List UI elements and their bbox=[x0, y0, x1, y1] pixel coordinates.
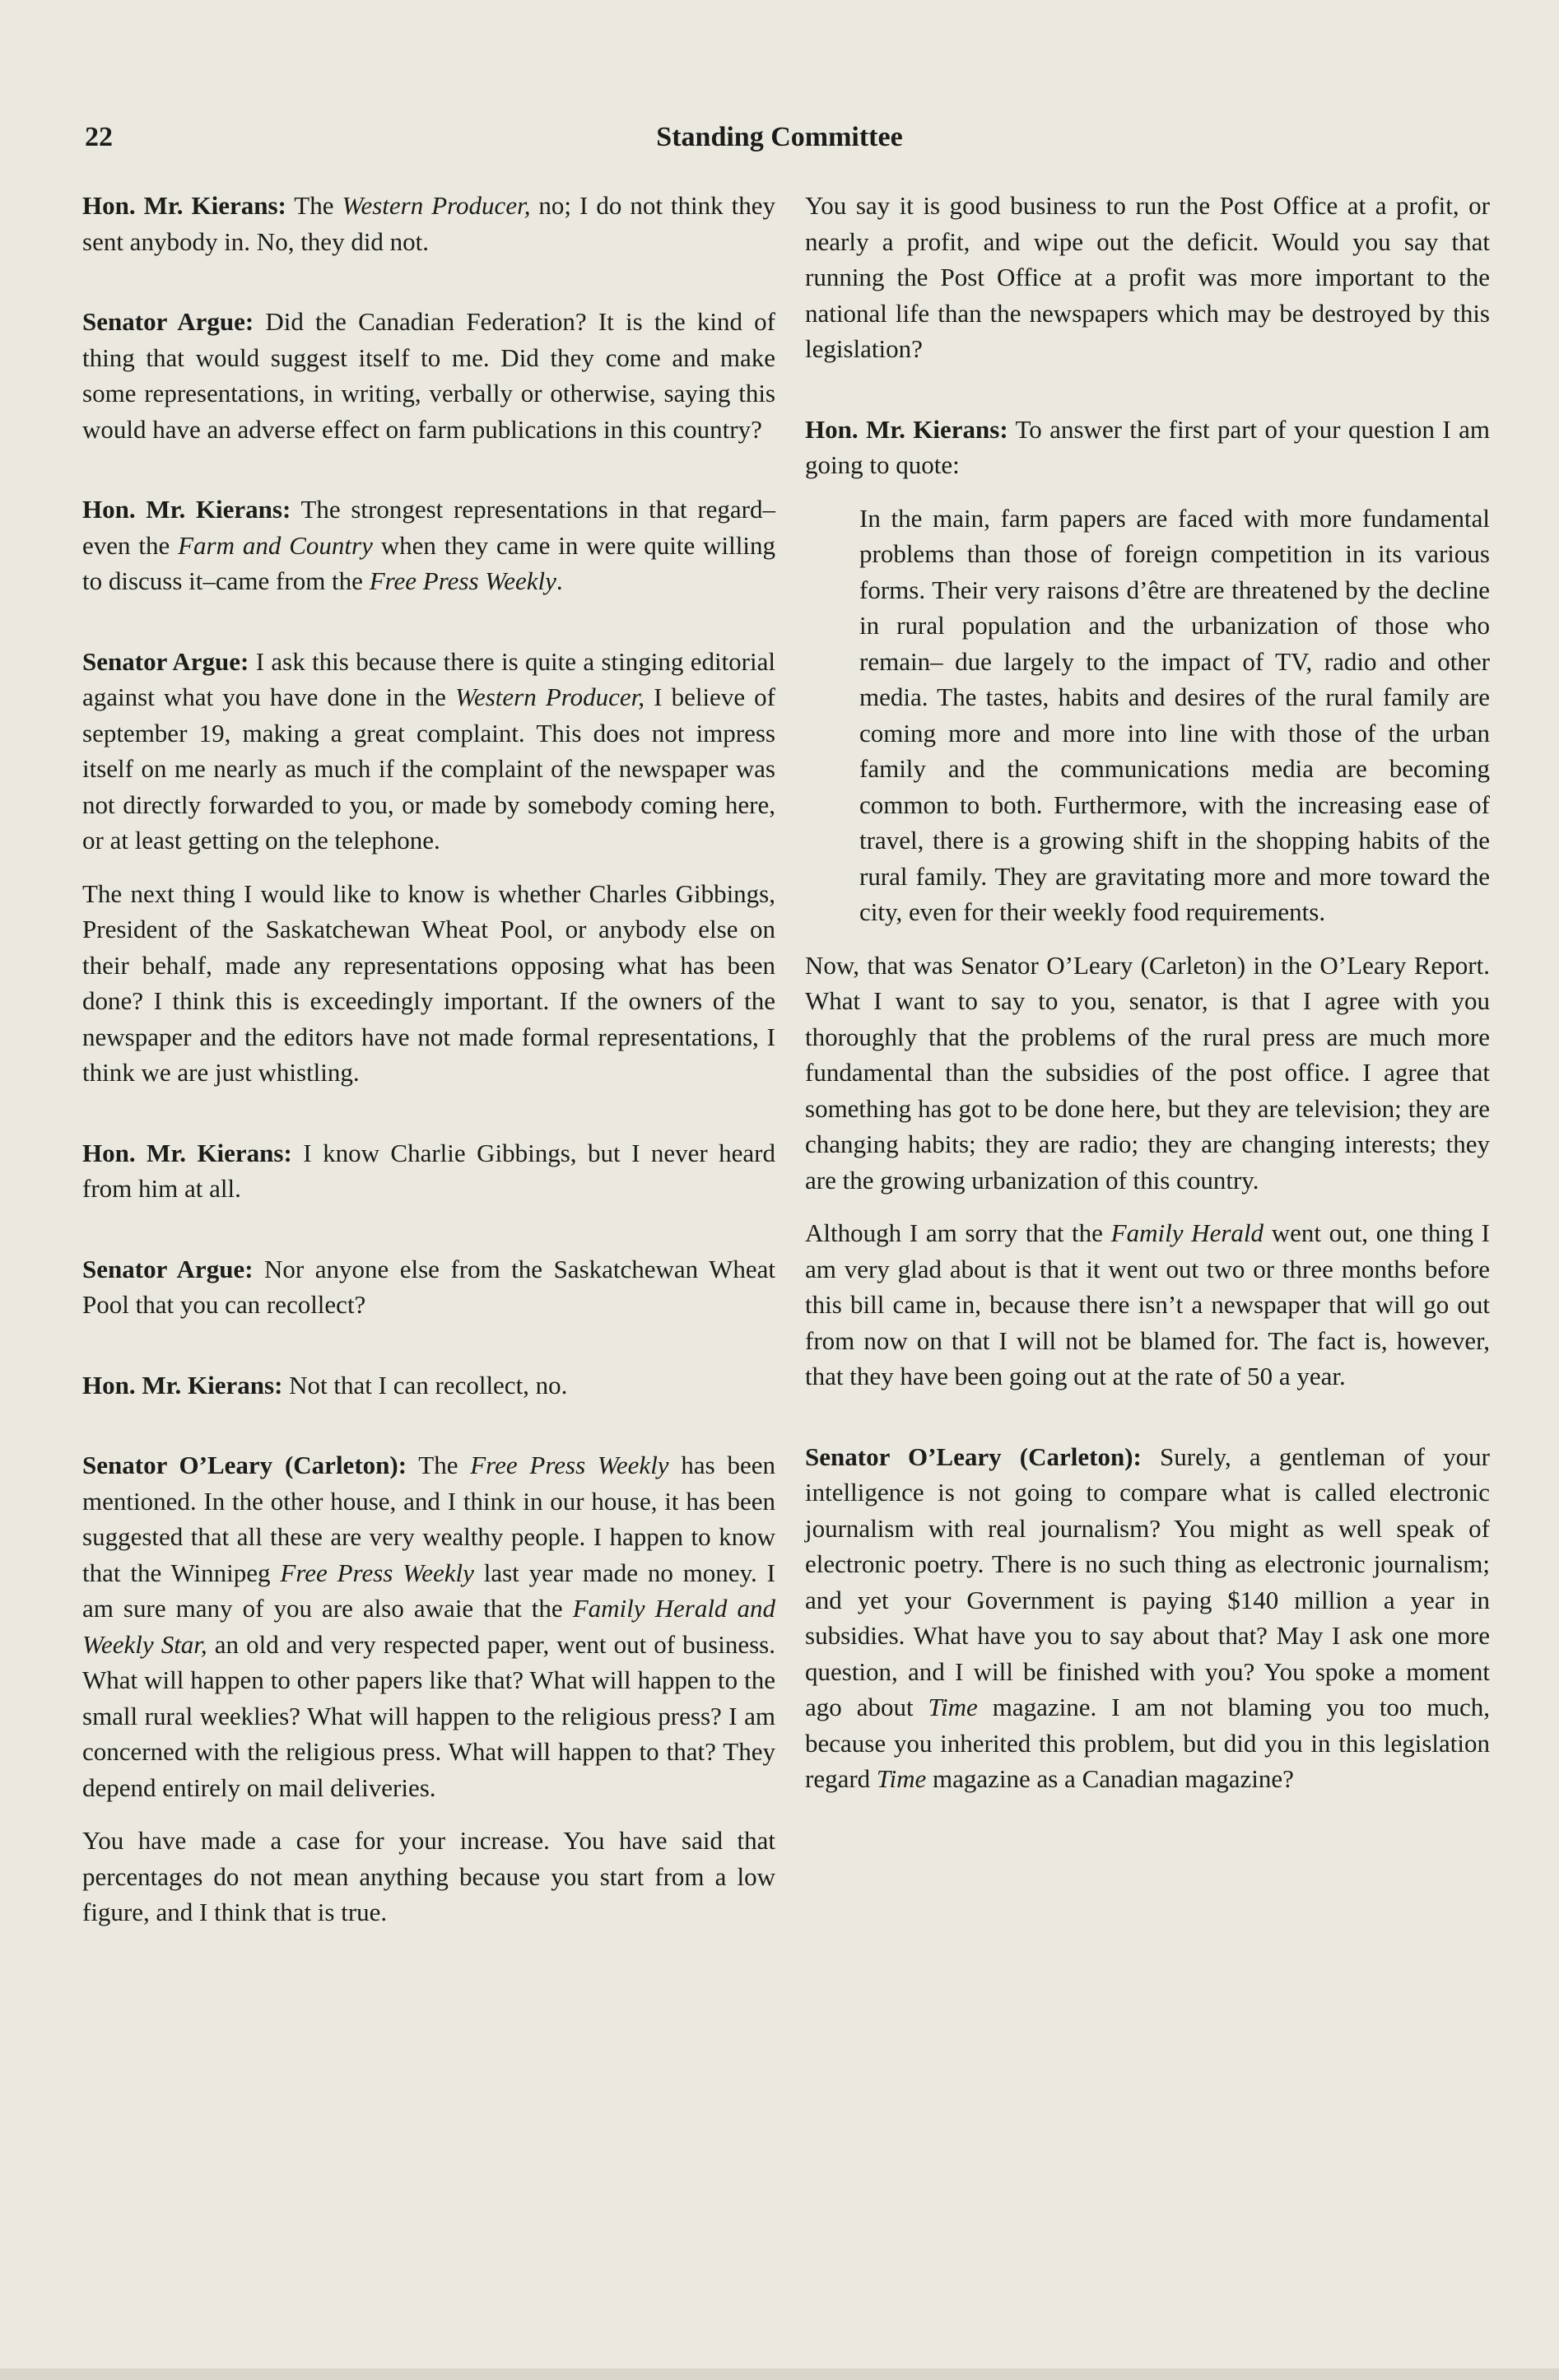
paragraph: Senator O’Leary (Carleton): The Free Press Weekly has been mentioned. In the other house, and I think in our house, it has been suggested that all these are very wealthy people. I happen to know that the Winnipeg Free Press Weekly last year made no money. I am sure many of you are also awaie that the Family Herald and Weekly Star, an old and very respected paper, went out of business. What will happen to other papers like that? What will happen to the small rural weeklies? What will happen to the religious press? I am concerned with the religious press. What will happen to that? They depend entirely on mail deliveries. bbox=[82, 1451, 776, 1802]
paragraph: Senator Argue: Did the Canadian Federation? It is the kind of thing that would suggest itself to me. Did they come and make some representations, in writing, verbally or otherwise, saying this would have an adverse effect on farm publications in this country? bbox=[82, 307, 775, 444]
paragraph: Hon. Mr. Kierans: The strongest representations in that regard–even the Farm and Country when they came in were quite willing to discuss it–came from the Free Press Weekly. bbox=[82, 495, 776, 595]
paragraph: Senator Argue: Nor anyone else from the Saskatchewan Wheat Pool that you can recollect? bbox=[82, 1254, 775, 1319]
speaker-name: Hon. Mr. Kierans: bbox=[82, 191, 286, 220]
speaker-name: Senator O’Leary (Carleton): bbox=[805, 1442, 1142, 1471]
paragraph: Senator Argue: I ask this because there is quite a stinging editorial against what you have done in the Western Producer, I believe of september 19, making a great complaint. This does not impress itself on me nearly as much if the complaint of the newspaper was not directly forwarded to you, or made by somebody coming here, or at least getting on the telephone. bbox=[82, 646, 775, 855]
paragraph: Hon. Mr. Kierans: The Western Producer, no; I do not think they sent anybody in. No, they did not. bbox=[82, 191, 775, 256]
block-quote: In the main, farm papers are faced with more fundamental problems than those of foreign competition in its various forms. Their very raisons d’être are threatened by the decline in rural population and the urbanization of those who remain– due largely to the impact of TV, radio and other media. The tastes, habits and desires of the rural family are coming more and more into line with those of the urban family and the communications media are becoming common to both. Furthermore, with the increasing ease of travel, there is a growing shift in the shopping habits of the rural family. They are gravitating more and more toward the city, even for their weekly food requirements. bbox=[859, 503, 1490, 926]
left-column bbox=[82, 188, 775, 1931]
page-edge bbox=[0, 2368, 1559, 2380]
paragraph: Although I am sorry that the Family Herald went out, one thing I am very glad about is that it went out two or three months before this bill came in, because there isn’t a newspaper that will go out from now on that I will not be blamed for. The fact is, however, that they have been going out at the rate of 50 a year. bbox=[805, 1218, 1490, 1390]
paragraph: Hon. Mr. Kierans: I know Charlie Gibbings, but I never heard from him at all. bbox=[82, 1138, 775, 1203]
page-number: 22 bbox=[85, 122, 113, 152]
paragraph: Hon. Mr. Kierans: Not that I can recollect, no. bbox=[82, 1370, 568, 1400]
speaker-name: Senator O’Leary (Carleton): bbox=[82, 1451, 407, 1479]
paragraph: Hon. Mr. Kierans: To answer the first part of your question I am going to quote: bbox=[805, 414, 1490, 479]
paragraph: Now, that was Senator O’Leary (Carleton) in the O’Leary Report. What I want to say to you, senator, is that I agree with you thoroughly that the problems of the rural press are much more fundamental than the subsidies of the post office. I agree that something has got to be done here, but they are television; they are changing habits; they are radio; they are changing interests; they are the growing urbanization of this country. bbox=[805, 950, 1490, 1195]
paragraph: Senator O’Leary (Carleton): Surely, a gentleman of your intelligence is not going to compare what is called electronic journalism with real journalism? You might as well speak of electronic poetry. There is no such thing as electronic journalism; and yet your Government is paying $140 million a year in subsidies. What have you to say about that? May I ask one more question, and I will be finished with you? You spoke a moment ago about Time magazine. I am not blaming you too much, because you inherited this problem, but did you in this legislation regard Time magazine as a Canadian magazine? bbox=[805, 1442, 1490, 1793]
paragraph: The next thing I would like to know is whether Charles Gibbings, President of the Saskatchewan Wheat Pool, or anybody else on their behalf, made any representations opposing what has been done? I think this is exceedingly important. If the owners of the newspaper and the editors have not made formal representations, I think we are just whistling. bbox=[82, 878, 775, 1087]
paragraph: You say it is good business to run the Post Office at a profit, or nearly a profit, and wipe out the deficit. Would you say that running the Post Office at a profit was more important to the national life than the newspapers which may be destroyed by this legislation? bbox=[805, 191, 1490, 363]
running-head: Standing Committee bbox=[656, 122, 903, 152]
paragraph: You have made a case for your increase. You have said that percentages do not mean anything because you start from a low figure, and I think that is true. bbox=[82, 1826, 775, 1926]
speaker-name: Senator Argue: bbox=[82, 307, 254, 336]
speaker-name: Hon. Mr. Kierans: bbox=[82, 1138, 292, 1167]
speaker-name: Hon. Mr. Kierans: bbox=[805, 414, 1008, 444]
speaker-name: Hon. Mr. Kierans: bbox=[82, 495, 291, 524]
right-column bbox=[805, 188, 1490, 1797]
speaker-name: Hon. Mr. Kierans: bbox=[82, 1370, 283, 1400]
speaker-name: Senator Argue: bbox=[82, 646, 249, 676]
speaker-name: Senator Argue: bbox=[82, 1254, 254, 1283]
